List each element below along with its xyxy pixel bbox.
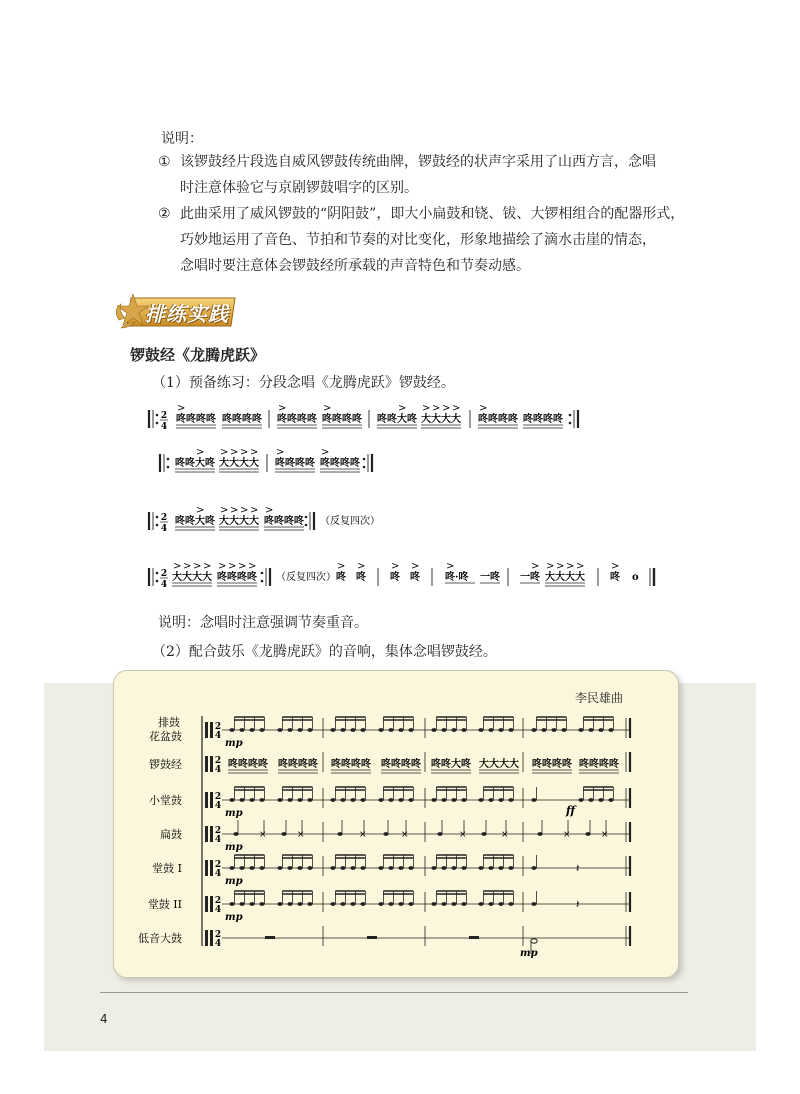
notehead [249,728,254,732]
notehead [307,728,312,732]
note-item-2-line-2: 巧妙地运用了音色、节拍和节奏的对比变化，形象地描绘了滴水击崖的情态， [180,232,656,248]
note-item-1-num: ① [158,154,171,170]
percussion-clef [205,896,208,912]
rhythm-syllables: 咚咚咚咚 [264,516,304,527]
accent-mark: > [321,447,330,458]
accent-mark: > [196,505,205,516]
percussion-clef [205,826,208,842]
note-item-2-line-1: 此曲采用了威风锣鼓的“阴阳鼓”，即大小扁鼓和铙、钹、大锣相组合的配器形式， [180,206,685,222]
percussion-clef [210,722,213,738]
notehead [551,728,556,732]
accent-mark: > [422,403,431,414]
whole-rest [367,936,377,939]
accent-mark: > [442,403,451,414]
time-sig-bottom: 4 [214,939,222,949]
notehead [330,902,335,906]
instrument-name-line: 堂鼓 I [152,862,182,875]
notehead [531,866,536,870]
percussion-clef [205,722,208,738]
time-sig-bottom: 4 [214,765,222,775]
accent-mark: > [240,447,249,458]
accent-mark: > [479,403,488,414]
time-sig-bottom: 4 [214,905,222,915]
accent-mark: > [250,505,259,516]
rhythm-syllables: 咚咚咚咚 [322,414,362,425]
rest-symbol: 𝄽 [576,862,580,875]
accent-mark: > [276,447,285,458]
notehead [378,866,383,870]
notehead [488,798,493,802]
notehead [451,798,456,802]
notehead [598,728,603,732]
rhythm-syllables: 咚咚咚咚 [217,572,257,583]
half-notehead [531,939,537,943]
notehead [360,902,365,906]
notehead [588,798,593,802]
step2-label: （2）配合鼓乐《龙腾虎跃》的音响，集体念唱锣鼓经。 [152,644,497,660]
time-sig-bottom: 4 [214,801,222,811]
rhythm-syllables: 咚 [410,572,420,583]
time-sig-bottom: 4 [160,580,168,590]
notehead [277,902,282,906]
notehead [350,798,355,802]
accent-mark: > [173,561,182,572]
note-item-1-line-1: 该锣鼓经片段选自威风锣鼓传统曲牌，锣鼓经的状声字采用了山西方言，念唱 [180,154,656,170]
rhythm-syllables: 咚咚咚咚 [275,458,315,469]
notehead [451,866,456,870]
notehead [350,866,355,870]
rhythm-syllables: 大大大大 [219,458,259,469]
instrument-label [149,715,182,743]
percussion-clef [210,896,213,912]
rhythm-syllables: 咚咚咚咚 [579,759,619,770]
accent-mark: > [446,561,455,572]
notehead [441,866,446,870]
rhythm-syllables: 咚咚大咚 [431,759,471,770]
notehead [498,902,503,906]
accent-mark: > [546,561,555,572]
notehead [277,866,282,870]
dynamic-ff: ff [566,804,576,817]
notehead [249,902,254,906]
rhythm-syllables: 咚咚大咚 [175,458,215,469]
notehead [229,902,234,906]
notehead [350,728,355,732]
rhythm-syllables: 咚咚咚咚 [222,414,262,425]
rhythm-syllables: 咚咚咚咚 [320,458,360,469]
notehead [350,902,355,906]
notehead [488,902,493,906]
x-notehead: × [459,830,467,840]
notehead [259,866,264,870]
notehead [478,728,483,732]
notehead [498,728,503,732]
notehead [498,866,503,870]
notehead [508,866,513,870]
notehead [531,798,536,802]
notehead [259,728,264,732]
notehead [297,728,302,732]
time-sig-bottom: 4 [214,869,222,879]
instrument-name-line: 低音大鼓 [138,932,182,945]
notehead [431,798,436,802]
notehead [249,866,254,870]
notehead [441,728,446,732]
notehead [508,728,513,732]
notehead [398,902,403,906]
notehead [239,798,244,802]
notehead [508,798,513,802]
instrument-label [152,861,182,875]
notehead [408,798,413,802]
section-title: 锣鼓经《龙腾虎跃》 [130,346,266,364]
rhythm-syllables: 大大大大 [545,572,585,583]
notehead [561,728,566,732]
rhythm-syllables: 一咚 [520,572,540,583]
accent-mark: > [177,403,186,414]
notehead [478,866,483,870]
dynamic-mp: mp [225,912,243,923]
accent-mark: > [323,403,332,414]
instrument-name-line: 花盆鼓 [149,730,182,743]
dynamic-mp: mp [225,738,243,749]
time-sig-bottom: 4 [214,731,222,741]
notehead [431,728,436,732]
accent-mark: > [566,561,575,572]
instrument-name-line: 小堂鼓 [149,794,182,807]
accent-mark: > [278,403,287,414]
x-notehead: × [563,830,571,840]
notehead [488,728,493,732]
accent-mark: > [240,505,249,516]
notehead [239,866,244,870]
notehead [330,798,335,802]
notehead [330,728,335,732]
accent-mark: > [218,561,227,572]
percussion-clef [205,756,208,772]
notehead [340,902,345,906]
percussion-clef [205,860,208,876]
accent-mark: > [337,561,346,572]
notehead [287,798,292,802]
accent-mark: > [220,505,229,516]
time-sig-top: 2 [214,860,222,870]
notehead [340,798,345,802]
notehead [297,902,302,906]
notehead [360,728,365,732]
notehead [330,866,335,870]
rhythm-syllables: o [632,572,639,583]
notehead [431,866,436,870]
rhythm-syllables: 咚 [356,572,366,583]
rhythm-syllables: 咚咚咚咚 [523,414,563,425]
time-sig-top: 2 [214,826,222,836]
percussion-clef [210,792,213,808]
percussion-clef [205,792,208,808]
notehead [541,728,546,732]
notehead [388,902,393,906]
notehead [578,798,583,802]
notehead [478,798,483,802]
rhythm-syllables: 咚咚咚咚 [532,759,572,770]
rhythm-syllables: 咚咚咚咚 [381,759,421,770]
accent-mark: > [183,561,192,572]
notehead [259,798,264,802]
notehead [388,866,393,870]
notehead [307,902,312,906]
notehead [408,728,413,732]
notehead [398,728,403,732]
accent-mark: > [220,447,229,458]
notehead [531,902,536,906]
dynamic-mp: mp [225,842,243,853]
note-item-2-line-3: 念唱时要注意体会锣鼓经所承载的声音特色和节奏动感。 [180,258,530,274]
notehead [488,866,493,870]
accent-mark: > [250,447,259,458]
notehead [608,728,613,732]
accent-mark: > [248,561,257,572]
step1-label: （1）预备练习：分段念唱《龙腾虎跃》锣鼓经。 [152,375,455,391]
notehead [297,798,302,802]
notehead [378,798,383,802]
note-item-1-line-2: 时注意体验它与京剧锣鼓唱字的区别。 [180,180,418,196]
rest-symbol: 𝄽 [576,898,580,911]
rhythm-syllables: 大大大大 [219,516,259,527]
notehead [531,728,536,732]
rhythm-syllables: 咚 [390,572,400,583]
accent-mark: > [611,561,620,572]
accent-mark: > [196,447,205,458]
notehead [588,728,593,732]
dynamic-mp: mp [225,876,243,887]
composer-credit: 李民雄曲 [575,691,624,705]
rhythm-syllables: 咚咚咚咚 [277,414,317,425]
accent-mark: > [432,403,441,414]
x-notehead: × [297,830,305,840]
rhythm-syllables: 大大大大 [172,572,212,583]
x-notehead: × [259,830,267,840]
accent-mark: > [531,561,540,572]
time-sig-top: 2 [160,513,168,523]
repeat-instruction: （反复四次） [276,572,336,583]
notehead [398,866,403,870]
notehead [287,902,292,906]
notehead [229,728,234,732]
rhythm-syllables: 咚 [610,572,620,583]
notehead [277,728,282,732]
x-notehead: × [359,830,367,840]
notehead [229,866,234,870]
accent-mark: > [228,561,237,572]
accent-mark: > [203,561,212,572]
rhythm-syllables: 一咚 [480,572,500,583]
note-item-2-num: ② [158,206,171,222]
notehead [259,902,264,906]
notehead [249,798,254,802]
notehead [287,728,292,732]
notehead [431,902,436,906]
notehead [408,866,413,870]
time-sig-top: 2 [214,896,222,906]
notehead [608,798,613,802]
time-sig-bottom: 4 [160,422,168,432]
rhythm-syllables: 咚·咚 [445,572,469,583]
time-sig-bottom: 4 [214,835,222,845]
notehead [508,902,513,906]
x-notehead: × [501,830,509,840]
x-notehead: × [601,830,609,840]
notehead [388,798,393,802]
notehead [287,866,292,870]
accent-mark: > [576,561,585,572]
percussion-clef [210,756,213,772]
notehead [340,728,345,732]
rhythm-syllables: 咚咚咚咚 [478,414,518,425]
instrument-name-line: 扁鼓 [160,828,182,841]
notehead [378,728,383,732]
accent-mark: > [238,561,247,572]
rhythm-syllables: 咚 [336,572,346,583]
rhythm-syllables: 咚咚咚咚 [228,759,268,770]
notehead [378,902,383,906]
accent-mark: > [193,561,202,572]
rhythm-syllables: 咚咚咚咚 [176,414,216,425]
notehead [498,798,503,802]
hint-label: 说明：念唱时注意强调节奏重音。 [158,615,368,631]
notehead [408,902,413,906]
notehead [277,798,282,802]
whole-rest [265,936,275,939]
time-sig-top: 2 [214,792,222,802]
percussion-clef [210,930,213,946]
notehead [461,902,466,906]
dynamic-mp: mp [225,808,243,819]
notehead [388,728,393,732]
notehead [239,902,244,906]
time-sig-top: 2 [160,569,168,579]
page-number: 4 [100,1012,108,1026]
badge-label: 排练实践 [145,302,229,326]
notehead [478,902,483,906]
instrument-name-line: 排鼓 [158,716,180,729]
accent-mark: > [411,561,420,572]
notehead [598,798,603,802]
dynamic-mp: mp [520,948,538,959]
instrument-label [149,757,182,771]
instrument-label [138,931,182,945]
x-notehead: × [401,830,409,840]
accent-mark: > [230,447,239,458]
notehead [360,798,365,802]
time-sig-top: 2 [214,930,222,940]
accent-mark: > [452,403,461,414]
notehead [297,866,302,870]
accent-mark: > [357,561,366,572]
footer-rule [100,992,688,993]
time-sig-bottom: 4 [160,524,168,534]
accent-mark: > [398,403,407,414]
accent-mark: > [265,505,274,516]
repeat-instruction: （反复四次） [320,516,380,527]
notehead [451,902,456,906]
percussion-clef [210,860,213,876]
rhythm-syllables: 大大大大 [421,414,461,425]
time-sig-top: 2 [160,411,168,421]
instrument-label [148,897,182,911]
notehead [441,798,446,802]
notes-title: 说明： [161,131,203,147]
percussion-clef [205,930,208,946]
notehead [307,866,312,870]
instrument-label [149,793,182,807]
accent-mark: > [556,561,565,572]
notehead [229,798,234,802]
notehead [461,866,466,870]
notehead [239,728,244,732]
rhythm-syllables: 咚咚咚咚 [278,759,318,770]
rhythm-syllables: 咚咚大咚 [377,414,417,425]
instrument-label [160,827,182,841]
notehead [461,728,466,732]
notehead [340,866,345,870]
instrument-name-line: 锣鼓经 [149,758,182,771]
notehead [307,798,312,802]
notehead [578,728,583,732]
notehead [461,798,466,802]
rhythm-syllables: 咚咚大咚 [175,516,215,527]
time-sig-top: 2 [214,722,222,732]
notehead [451,728,456,732]
accent-mark: > [391,561,400,572]
instrument-name-line: 堂鼓 II [147,898,182,911]
rhythm-syllables: 大大大大 [479,759,519,770]
percussion-clef [210,826,213,842]
time-sig-top: 2 [214,756,222,766]
notehead [441,902,446,906]
accent-mark: > [230,505,239,516]
notehead [360,866,365,870]
rhythm-syllables: 咚咚咚咚 [331,759,371,770]
whole-rest [469,936,479,939]
notehead [398,798,403,802]
